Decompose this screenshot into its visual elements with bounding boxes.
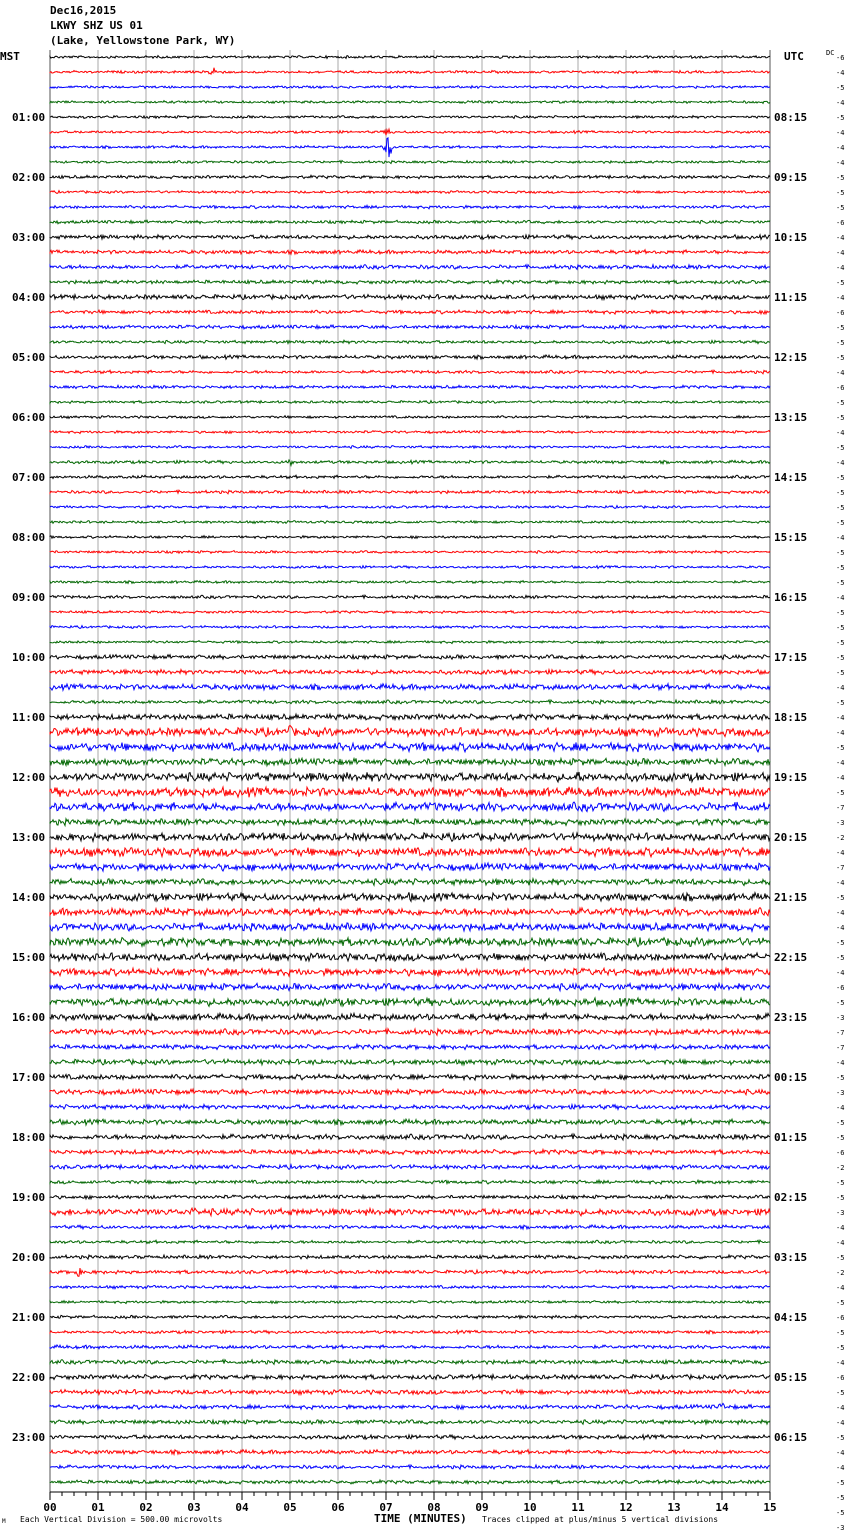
dc-value: -5 xyxy=(836,789,845,797)
dc-value: -5 xyxy=(836,1434,845,1442)
trace-row xyxy=(50,205,770,208)
trace-row xyxy=(50,787,770,798)
trace-row xyxy=(50,235,770,240)
trace-row xyxy=(50,641,770,644)
dc-value: -4 xyxy=(836,774,845,782)
right-hour-label: 10:15 xyxy=(774,231,808,244)
left-hour-label: 23:00 xyxy=(12,1431,46,1444)
trace-row xyxy=(50,611,770,614)
dc-value: -5 xyxy=(836,279,845,287)
dc-value: -5 xyxy=(836,954,845,962)
dc-value: -6 xyxy=(836,54,845,62)
left-hour-label: 03:00 xyxy=(12,231,46,244)
trace-row xyxy=(50,1330,770,1333)
trace-row xyxy=(50,1360,770,1365)
right-hour-label: 00:15 xyxy=(774,1071,808,1084)
dc-value: -5 xyxy=(836,939,845,947)
x-tick-label: 01 xyxy=(91,1501,105,1514)
trace-row xyxy=(50,86,770,89)
trace-row xyxy=(50,506,770,509)
x-tick-label: 03 xyxy=(187,1501,201,1514)
trace-row xyxy=(50,1375,770,1380)
dc-value: -6 xyxy=(836,384,845,392)
left-hour-label: 20:00 xyxy=(12,1251,46,1264)
dc-value: -3 xyxy=(836,1524,845,1532)
trace-row xyxy=(50,295,770,300)
trace-row xyxy=(50,1180,770,1184)
trace-row xyxy=(50,983,770,990)
trace-row xyxy=(50,953,770,961)
right-hour-label: 06:15 xyxy=(774,1431,808,1444)
trace-row xyxy=(50,1074,770,1080)
dc-value: -6 xyxy=(836,1314,845,1322)
trace-row xyxy=(50,626,770,629)
dc-value: -3 xyxy=(836,819,845,827)
x-tick-label: 05 xyxy=(283,1501,297,1514)
dc-value: -4 xyxy=(836,429,845,437)
trace-row xyxy=(50,879,770,886)
dc-label: DC xyxy=(826,49,835,57)
trace-row xyxy=(50,1450,770,1455)
left-hour-label: 11:00 xyxy=(12,711,46,724)
trace-row xyxy=(50,431,770,434)
right-hour-label: 14:15 xyxy=(774,471,808,484)
right-hour-label: 16:15 xyxy=(774,591,808,604)
dc-value: -5 xyxy=(836,1194,845,1202)
dc-value: -5 xyxy=(836,1509,845,1517)
dc-value: -5 xyxy=(836,399,845,407)
x-tick-label: 02 xyxy=(139,1501,153,1514)
trace-row xyxy=(50,892,770,901)
left-hour-label: 02:00 xyxy=(12,171,46,184)
x-tick-label: 06 xyxy=(331,1501,345,1514)
dc-value: -6 xyxy=(836,219,845,227)
x-tick-label: 07 xyxy=(379,1501,393,1514)
right-hour-label: 15:15 xyxy=(774,531,808,544)
dc-value: -7 xyxy=(836,804,845,812)
dc-value: -4 xyxy=(836,1284,845,1292)
left-hour-label: 22:00 xyxy=(12,1371,46,1384)
dc-value: -4 xyxy=(836,459,845,467)
dc-value: -4 xyxy=(836,69,845,77)
dc-value: -5 xyxy=(836,744,845,752)
trace-row xyxy=(50,220,770,223)
left-hour-label: 10:00 xyxy=(12,651,46,664)
trace-row xyxy=(50,475,770,478)
dc-value: -4 xyxy=(836,684,845,692)
dc-value: -5 xyxy=(836,639,845,647)
trace-row xyxy=(50,1208,770,1216)
dc-value: -4 xyxy=(836,294,845,302)
left-hour-label: 18:00 xyxy=(12,1131,46,1144)
dc-value: -5 xyxy=(836,1329,845,1337)
trace-row xyxy=(50,175,770,178)
dc-value: -5 xyxy=(836,1479,845,1487)
dc-value: -5 xyxy=(836,1179,845,1187)
right-hour-label: 20:15 xyxy=(774,831,808,844)
dc-value: -5 xyxy=(836,564,845,572)
trace-row xyxy=(50,1013,770,1021)
date-title: Dec16,2015 xyxy=(50,4,117,17)
dc-value: -7 xyxy=(836,864,845,872)
dc-value: -4 xyxy=(836,714,845,722)
right-hour-label: 18:15 xyxy=(774,711,808,724)
trace-row xyxy=(50,370,770,374)
left-timezone-label: MST xyxy=(0,50,20,63)
dc-value: -4 xyxy=(836,729,845,737)
dc-value: -2 xyxy=(836,834,845,842)
dc-value: -4 xyxy=(836,909,845,917)
trace-row xyxy=(50,310,770,314)
trace-row xyxy=(50,1105,770,1110)
trace-row xyxy=(50,847,770,856)
dc-value: -5 xyxy=(836,324,845,332)
dc-value: -4 xyxy=(836,1419,845,1427)
trace-row xyxy=(50,923,770,932)
dc-value: -4 xyxy=(836,1104,845,1112)
dc-value: -4 xyxy=(836,879,845,887)
clip-note: Traces clipped at plus/minus 5 vertical divisions xyxy=(482,1515,719,1524)
dc-value: -4 xyxy=(836,534,845,542)
trace-row xyxy=(50,1435,770,1440)
right-hour-label: 11:15 xyxy=(774,291,808,304)
dc-value: -5 xyxy=(836,1254,845,1262)
dc-value: -4 xyxy=(836,1359,845,1367)
dc-value: -4 xyxy=(836,1404,845,1412)
dc-value: -4 xyxy=(836,924,845,932)
dc-value: -5 xyxy=(836,549,845,557)
trace-row xyxy=(50,938,770,947)
trace-row xyxy=(50,1059,770,1065)
dc-value: -5 xyxy=(836,1344,845,1352)
right-hour-label: 12:15 xyxy=(774,351,808,364)
trace-row xyxy=(50,101,770,104)
trace-row xyxy=(50,460,770,465)
trace-row xyxy=(50,1268,770,1276)
dc-value: -4 xyxy=(836,1449,845,1457)
right-hour-label: 08:15 xyxy=(774,111,808,124)
trace-row xyxy=(50,968,770,976)
left-hour-label: 14:00 xyxy=(12,891,46,904)
trace-row xyxy=(50,566,770,569)
trace-row xyxy=(50,863,770,871)
dc-value: -5 xyxy=(836,189,845,197)
trace-row xyxy=(50,401,770,404)
trace-row xyxy=(50,1403,770,1409)
right-hour-label: 03:15 xyxy=(774,1251,808,1264)
trace-row xyxy=(50,490,770,494)
x-tick-label: 14 xyxy=(715,1501,729,1514)
trace-row xyxy=(50,670,770,675)
dc-value: -3 xyxy=(836,1209,845,1217)
labels xyxy=(12,54,844,1534)
trace-row xyxy=(50,56,770,59)
trace-row xyxy=(50,1480,770,1484)
x-tick-label: 09 xyxy=(475,1501,489,1514)
dc-value: -5 xyxy=(836,609,845,617)
trace-row xyxy=(50,1390,770,1395)
right-hour-label: 05:15 xyxy=(774,1371,808,1384)
dc-value: -5 xyxy=(836,699,845,707)
dc-value: -5 xyxy=(836,204,845,212)
trace-row xyxy=(50,1285,770,1288)
x-tick-label: 04 xyxy=(235,1501,249,1514)
dc-value: -5 xyxy=(836,414,845,422)
x-tick-label: 15 xyxy=(763,1501,777,1514)
trace-row xyxy=(50,1240,770,1243)
trace-row xyxy=(50,1420,770,1424)
dc-value: -4 xyxy=(836,1239,845,1247)
right-hour-label: 01:15 xyxy=(774,1131,808,1144)
trace-row xyxy=(50,1301,770,1304)
dc-value: -5 xyxy=(836,489,845,497)
dc-value: -5 xyxy=(836,669,845,677)
trace-row xyxy=(50,1045,770,1050)
trace-row xyxy=(50,595,770,599)
dc-value: -5 xyxy=(836,1389,845,1397)
dc-value: -5 xyxy=(836,1299,845,1307)
trace-row xyxy=(50,138,770,157)
trace-row xyxy=(50,325,770,329)
trace-row xyxy=(50,581,770,584)
trace-row xyxy=(50,521,770,524)
left-hour-label: 08:00 xyxy=(12,531,46,544)
dc-value: -5 xyxy=(836,1074,845,1082)
dc-value: -5 xyxy=(836,624,845,632)
right-hour-label: 09:15 xyxy=(774,171,808,184)
trace-row xyxy=(50,68,770,75)
dc-value: -5 xyxy=(836,1119,845,1127)
dc-value: -7 xyxy=(836,1029,845,1037)
dc-value: -5 xyxy=(836,519,845,527)
right-hour-label: 13:15 xyxy=(774,411,808,424)
dc-value: -4 xyxy=(836,159,845,167)
x-tick-label: 13 xyxy=(667,1501,681,1514)
left-hour-label: 06:00 xyxy=(12,411,46,424)
x-tick-label: 11 xyxy=(571,1501,585,1514)
left-hour-label: 15:00 xyxy=(12,951,46,964)
trace-row xyxy=(50,1150,770,1155)
right-hour-label: 22:15 xyxy=(774,951,808,964)
dc-value: -5 xyxy=(836,84,845,92)
dc-value: -5 xyxy=(836,174,845,182)
dc-value: -4 xyxy=(836,129,845,137)
trace-row xyxy=(50,725,770,736)
left-hour-label: 12:00 xyxy=(12,771,46,784)
trace-row xyxy=(50,1119,770,1125)
dc-value: -5 xyxy=(836,504,845,512)
station-title: LKWY SHZ US 01 xyxy=(50,19,143,32)
dc-value: -4 xyxy=(836,1464,845,1472)
trace-row xyxy=(50,129,770,135)
dc-value: -2 xyxy=(836,1269,845,1277)
location-title: (Lake, Yellowstone Park, WY) xyxy=(50,34,236,47)
x-tick-label: 12 xyxy=(619,1501,633,1514)
x-tick-label: 10 xyxy=(523,1501,537,1514)
x-axis xyxy=(43,1492,776,1514)
traces xyxy=(50,56,770,1484)
trace-row xyxy=(50,758,770,765)
dc-value: -4 xyxy=(836,144,845,152)
right-hour-label: 02:15 xyxy=(774,1191,808,1204)
dc-value: -5 xyxy=(836,1134,845,1142)
trace-row xyxy=(50,819,770,826)
dc-value: -4 xyxy=(836,969,845,977)
trace-row xyxy=(50,1195,770,1199)
right-hour-label: 17:15 xyxy=(774,651,808,664)
trace-row xyxy=(50,265,770,270)
left-hour-label: 19:00 xyxy=(12,1191,46,1204)
trace-row xyxy=(50,908,770,916)
dc-value: -5 xyxy=(836,339,845,347)
trace-row xyxy=(50,1255,770,1259)
trace-row xyxy=(50,1029,770,1036)
dc-value: -3 xyxy=(836,1089,845,1097)
trace-row xyxy=(50,1134,770,1140)
dc-value: -5 xyxy=(836,654,845,662)
dc-value: -4 xyxy=(836,1224,845,1232)
trace-row xyxy=(50,340,770,343)
trace-row xyxy=(50,1465,770,1469)
left-hour-label: 21:00 xyxy=(12,1311,46,1324)
trace-row xyxy=(50,700,770,704)
left-hour-label: 01:00 xyxy=(12,111,46,124)
left-hour-label: 09:00 xyxy=(12,591,46,604)
left-hour-label: 17:00 xyxy=(12,1071,46,1084)
dc-value: -4 xyxy=(836,369,845,377)
left-hour-label: 05:00 xyxy=(12,351,46,364)
trace-row xyxy=(50,191,770,194)
trace-row xyxy=(50,385,770,388)
trace-row xyxy=(50,833,770,842)
dc-value: -6 xyxy=(836,984,845,992)
dc-value: -7 xyxy=(836,1044,845,1052)
dc-value: -4 xyxy=(836,1059,845,1067)
dc-value: -4 xyxy=(836,849,845,857)
dc-value: -5 xyxy=(836,474,845,482)
dc-value: -3 xyxy=(836,1014,845,1022)
dc-value: -5 xyxy=(836,1494,845,1502)
trace-row xyxy=(50,416,770,419)
trace-row xyxy=(50,1345,770,1349)
trace-row xyxy=(50,280,770,284)
dc-value: -4 xyxy=(836,264,845,272)
trace-row xyxy=(50,250,770,254)
left-hour-label: 07:00 xyxy=(12,471,46,484)
left-hour-label: 16:00 xyxy=(12,1011,46,1024)
trace-row xyxy=(50,446,770,449)
x-axis-title: TIME (MINUTES) xyxy=(374,1512,467,1525)
trace-row xyxy=(50,742,770,752)
trace-row xyxy=(50,161,770,164)
trace-row xyxy=(50,684,770,690)
dc-value: -5 xyxy=(836,444,845,452)
trace-row xyxy=(50,1165,770,1170)
trace-row xyxy=(50,536,770,539)
dc-value: -4 xyxy=(836,249,845,257)
right-timezone-label: UTC xyxy=(784,50,804,63)
trace-row xyxy=(50,714,770,720)
dc-value: -5 xyxy=(836,579,845,587)
trace-row xyxy=(50,1225,770,1229)
x-tick-label: 00 xyxy=(43,1501,57,1514)
dc-value: -6 xyxy=(836,309,845,317)
dc-value: -4 xyxy=(836,759,845,767)
scale-prefix: M xyxy=(2,1518,6,1525)
dc-value: -5 xyxy=(836,894,845,902)
right-hour-label: 19:15 xyxy=(774,771,808,784)
trace-row xyxy=(50,1315,770,1318)
right-hour-label: 04:15 xyxy=(774,1311,808,1324)
trace-row xyxy=(50,998,770,1007)
right-hour-label: 21:15 xyxy=(774,891,808,904)
trace-row xyxy=(50,655,770,660)
dc-value: -6 xyxy=(836,1149,845,1157)
dc-value: -5 xyxy=(836,354,845,362)
dc-value: -2 xyxy=(836,1164,845,1172)
dc-value: -6 xyxy=(836,1374,845,1382)
dc-value: -4 xyxy=(836,99,845,107)
dc-value: -5 xyxy=(836,114,845,122)
scale-note: Each Vertical Division = 500.00 microvolts xyxy=(20,1515,223,1524)
right-hour-label: 23:15 xyxy=(774,1011,808,1024)
trace-row xyxy=(50,355,770,359)
dc-value: -4 xyxy=(836,234,845,242)
trace-row xyxy=(50,772,770,782)
trace-row xyxy=(50,1089,770,1095)
x-tick-label: 08 xyxy=(427,1501,441,1514)
dc-value: -5 xyxy=(836,999,845,1007)
trace-row xyxy=(50,802,770,812)
trace-row xyxy=(50,551,770,554)
left-hour-label: 04:00 xyxy=(12,291,46,304)
left-hour-label: 13:00 xyxy=(12,831,46,844)
trace-row xyxy=(50,116,770,119)
dc-value: -4 xyxy=(836,594,845,602)
